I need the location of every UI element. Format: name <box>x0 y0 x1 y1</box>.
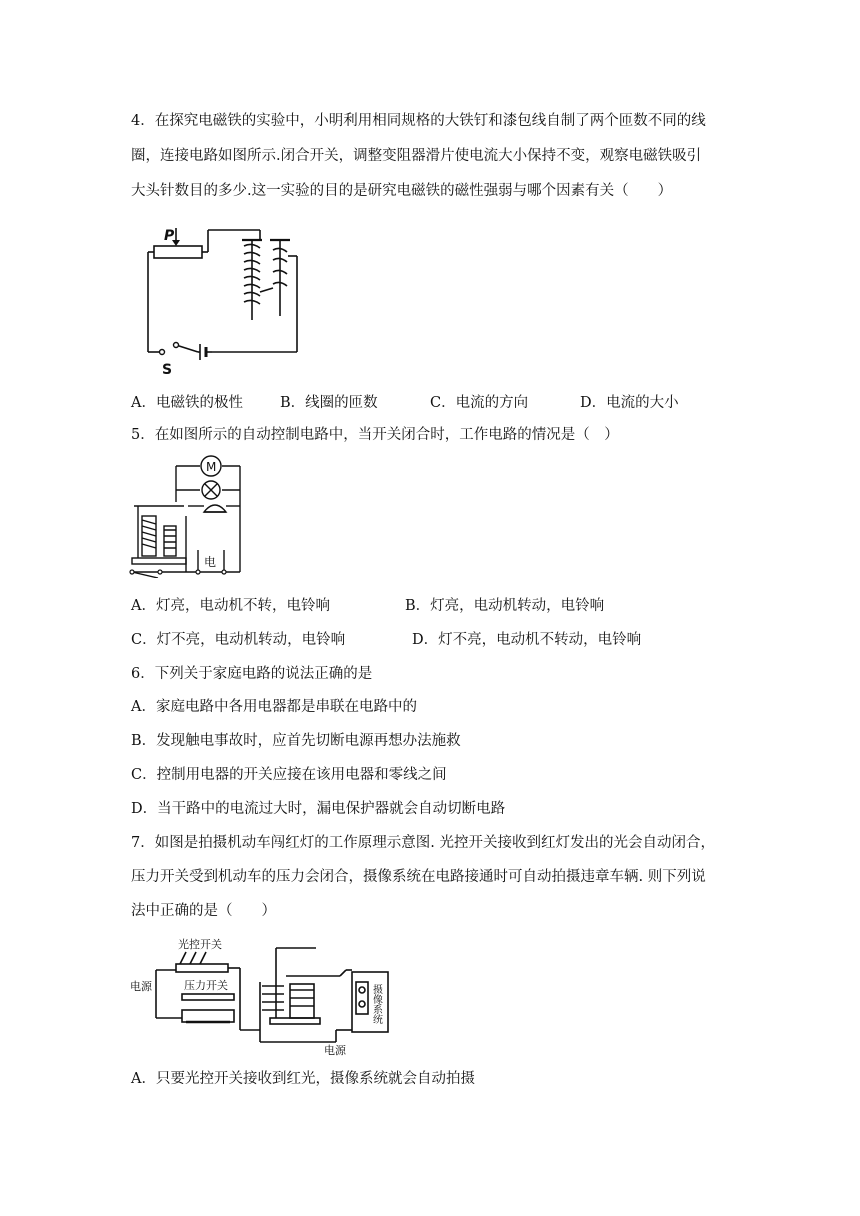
q5-label-m: M <box>206 460 217 474</box>
q4-line-3: 大头针数目的多少.这一实验的目的是研究电磁铁的磁性强弱与哪个因素有关（ ） <box>131 183 673 199</box>
q6-option-a: A．家庭电路中各用电器都是串联在电路中的 <box>131 699 417 715</box>
q6-option-c: C．控制用电器的开关应接在该用电器和零线之间 <box>131 767 447 783</box>
q4-label-s: S <box>162 362 173 378</box>
q5-label-dian: 电 <box>204 555 217 569</box>
q6-option-d: D．当干路中的电流过大时，漏电保护器就会自动切断电路 <box>131 801 506 817</box>
q4-line-1: 4．在探究电磁铁的实验中，小明利用相同规格的大铁钉和漆包线自制了两个匝数不同的线 <box>131 113 706 129</box>
q5-option-d: D．灯不亮，电动机不转动，电铃响 <box>412 632 642 648</box>
q7-label-pressure-switch: 压力开关 <box>184 979 228 992</box>
q5-option-c: C．灯不亮，电动机转动，电铃响 <box>131 632 346 648</box>
q6-line: 6．下列关于家庭电路的说法正确的是 <box>131 666 373 682</box>
q5-option-b: B．灯亮，电动机转动，电铃响 <box>405 598 605 614</box>
q5-option-a: A．灯亮，电动机不转，电铃响 <box>131 598 330 614</box>
q7-option-a: A．只要光控开关接收到红光，摄像系统就会自动拍摄 <box>131 1071 475 1087</box>
q7-label-power-left: 电源 <box>130 980 152 993</box>
q7-label-camera: 摄像系统 <box>370 984 382 1024</box>
q7-label-power-bottom: 电源 <box>324 1044 346 1056</box>
q4-option-a: A．电磁铁的极性 <box>131 395 243 411</box>
q4-circuit-figure <box>140 220 305 380</box>
q7-line-2: 压力开关受到机动车的压力会闭合，摄像系统在电路接通时可自动拍摄违章车辆. 则下列说 <box>131 869 706 885</box>
q4-option-c: C．电流的方向 <box>430 395 529 411</box>
q7-line-1: 7．如图是拍摄机动车闯红灯的工作原理示意图. 光控开关接收到红灯发出的光会自动闭合， <box>131 835 715 851</box>
q7-label-light-switch: 光控开关 <box>178 938 222 951</box>
q7-red-light-circuit-figure <box>126 934 396 1056</box>
q5-relay-circuit-figure <box>128 454 248 578</box>
q4-option-d: D．电流的大小 <box>580 395 679 411</box>
q7-line-3: 法中正确的是（ ） <box>131 903 276 919</box>
q5-line: 5．在如图所示的自动控制电路中，当开关闭合时，工作电路的情况是（ ） <box>131 427 619 443</box>
q4-label-p: P <box>164 228 175 244</box>
q6-option-b: B．发现触电事故时，应首先切断电源再想办法施救 <box>131 733 461 749</box>
q4-line-2: 圈，连接电路如图所示.闭合开关，调整变阻器滑片使电流大小保持不变，观察电磁铁吸引 <box>131 148 702 164</box>
q4-option-b: B．线圈的匝数 <box>280 395 378 411</box>
